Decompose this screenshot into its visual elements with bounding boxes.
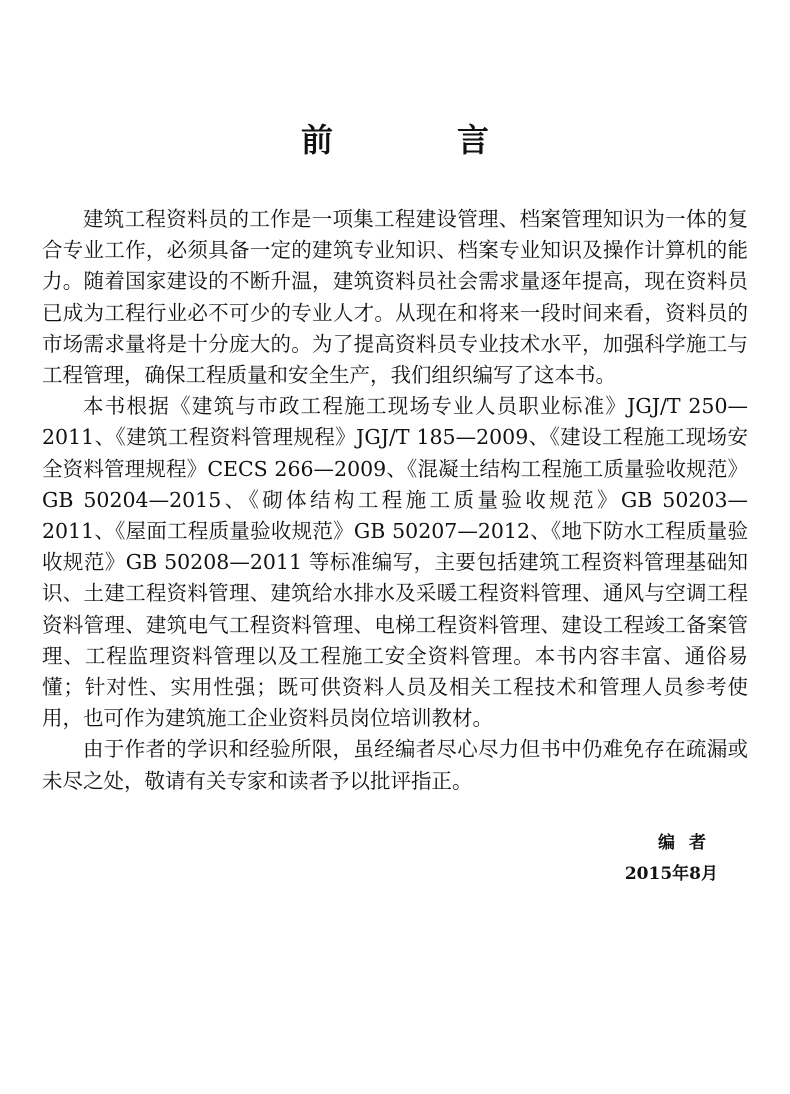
paragraph-3: 由于作者的学识和经验所限，虽经编者尽心尽力但书中仍难免存在疏漏或未尽之处，敬请有关专家和读者予以批评指正。: [42, 737, 748, 793]
page-title: 前 言: [300, 121, 535, 159]
signature-block: [518, 828, 718, 890]
signature-author: 编者: [658, 833, 720, 853]
preface-body: [42, 204, 748, 797]
signature-date: 2015年8月: [624, 864, 718, 884]
paragraph-2: 本书根据《建筑与市政工程施工现场专业人员职业标准》JGJ/T 250—2011、《建筑工程资料管理规程》JGJ/T 185—2009、《建设工程施工现场安全资料管理规程》CECS 266—2009、《混凝土结构工程施工质量验收规范》GB 50204—2015、《砌体结构工程施工质量验收规范》GB 50203—2011、《屋面工程质量验收规范》GB 50207—2012、《地下防水工程质量验收规范》GB 50208—2011 等标准编写，主要包括建筑工程资料管理基础知识、土建工程资料管理、建筑给水排水及采暖工程资料管理、通风与空调工程资料管理、建筑电气工程资料管理、电梯工程资料管理、建设工程竣工备案管理、工程监理资料管理以及工程施工安全资料管理。本书内容丰富、通俗易懂；针对性、实用性强；既可供资料人员及相关工程技术和管理人员参考使用，也可作为建筑施工企业资料员岗位培训教材。: [42, 394, 748, 731]
paragraph-1: 建筑工程资料员的工作是一项集工程建设管理、档案管理知识为一体的复合专业工作，必须具备一定的建筑专业知识、档案专业知识及操作计算机的能力。随着国家建设的不断升温，建筑资料员社会需求量逐年提高，现在资料员已成为工程行业必不可少的专业人才。从现在和将来一段时间来看，资料员的市场需求量将是十分庞大的。为了提高资料员专业技术水平，加强科学施工与工程管理，确保工程质量和安全生产，我们组织编写了这本书。: [42, 207, 748, 388]
